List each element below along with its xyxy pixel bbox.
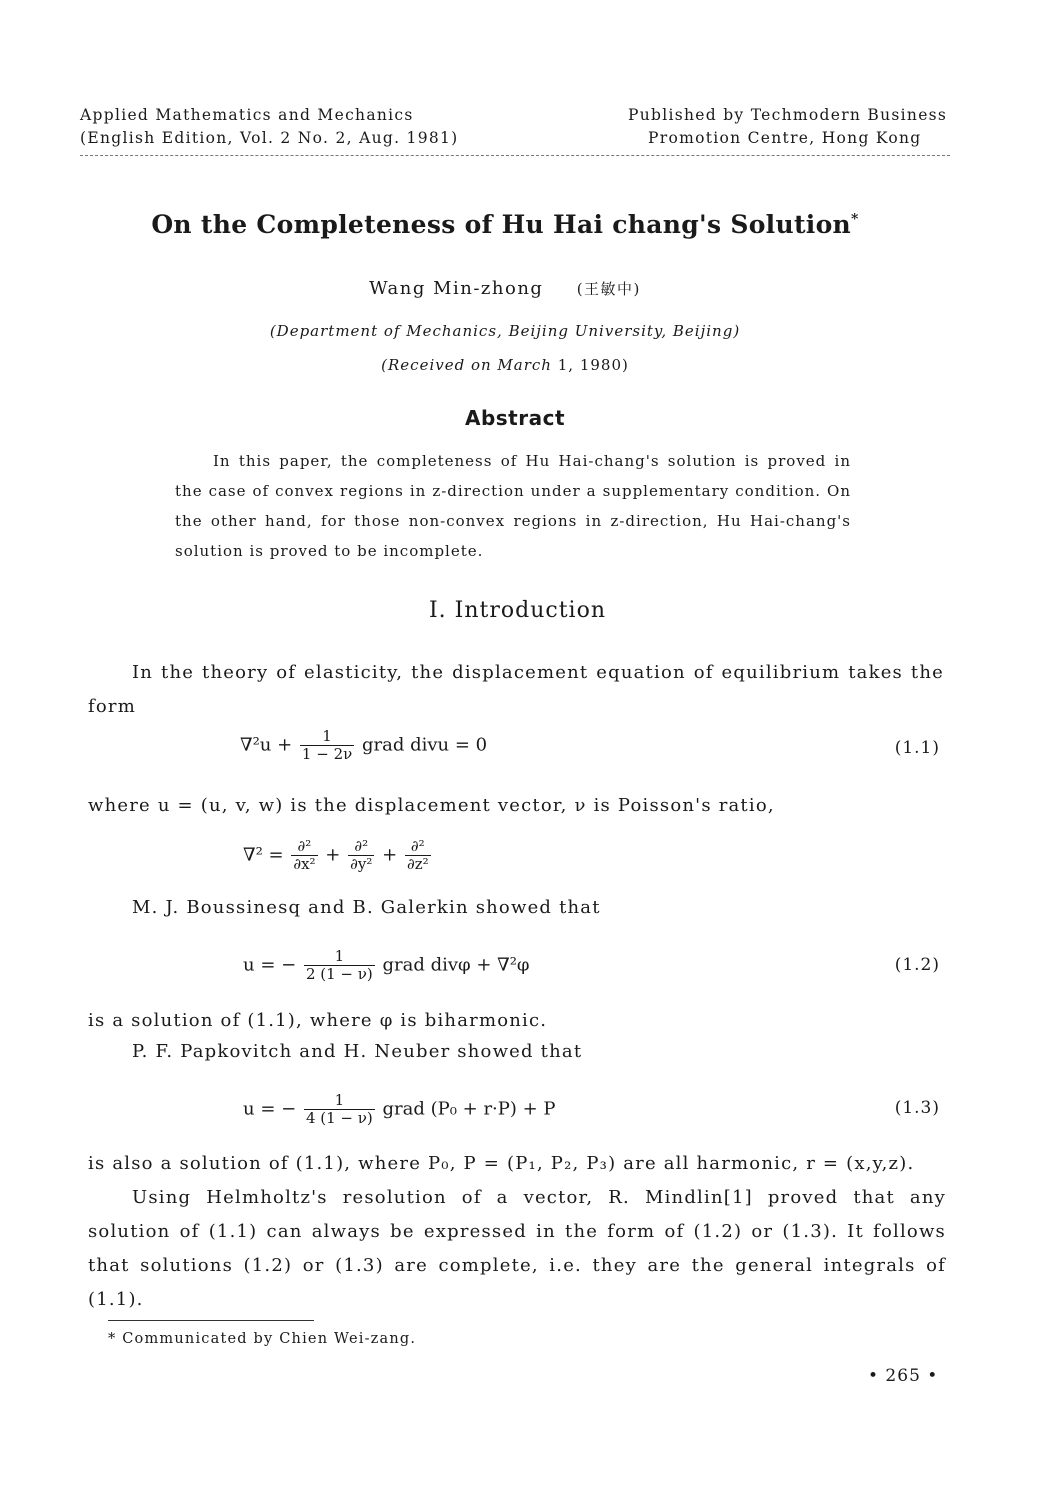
eq1-fraction <box>300 728 354 763</box>
eq1-lhs: ∇²u + <box>240 734 293 756</box>
publisher-info <box>628 104 947 150</box>
received-date-value: 1, 1980) <box>557 356 629 374</box>
paper-title <box>0 210 1010 239</box>
laplacian-term-z-den: ∂z² <box>406 855 429 873</box>
eq3-rhs: grad (P₀ + r·P) + P <box>382 1098 556 1120</box>
abstract-text: In this paper, the completeness of Hu Hai-chang's solution is proved in the case of convex regions in z-direction under a supplementary condition. On the other hand, for those non-convex regions in z-direction, Hu Hai-chang's solution is proved to be incomplete. <box>175 452 851 560</box>
laplacian-term-z-num: ∂² <box>410 837 425 855</box>
paragraph-intro: In the theory of elasticity, the displacement equation of equilibrium takes the form <box>88 662 944 717</box>
laplacian-term-y <box>348 838 374 873</box>
equation-1-3 <box>243 1092 556 1127</box>
affiliation: (Department of Mechanics, Beijing University, Beijing) <box>269 322 741 340</box>
footnote-rule <box>108 1320 314 1321</box>
journal-name: Applied Mathematics and Mechanics <box>80 106 414 124</box>
journal-info <box>80 104 459 150</box>
publisher-line-1: Published by Techmodern Business <box>628 106 948 124</box>
abstract-heading: Abstract <box>464 406 566 430</box>
laplacian-term-x <box>291 838 317 873</box>
where-line: where u = (u, v, w) is the displacement vector, ν is Poisson's ratio, <box>88 795 775 816</box>
eq3-numerator: 1 <box>334 1091 345 1109</box>
eq1-rhs: grad divu = 0 <box>361 734 488 756</box>
page-number: • 265 • <box>868 1366 939 1386</box>
eq2-fraction <box>304 948 375 983</box>
header-rule <box>80 155 950 156</box>
eq2-lhs: u = − <box>243 954 297 976</box>
eq1-numerator: 1 <box>322 727 332 745</box>
paragraph-harmonic: is also a solution of (1.1), where P₀, P = (P₁, P₂, P₃) are all harmonic, r = (x,y,z). <box>88 1153 915 1174</box>
eq2-rhs: grad divφ + ∇²φ <box>382 954 530 976</box>
journal-edition: (English Edition, Vol. 2 No. 2, Aug. 1981) <box>80 129 459 147</box>
equation-number-1-1: (1.1) <box>894 738 940 758</box>
title-text: On the Completeness of Hu Hai chang's Solution <box>151 210 852 239</box>
eq3-denominator: 4 (1 − ν) <box>305 1109 373 1127</box>
plus-sign: + <box>382 844 398 866</box>
section-heading: I. Introduction <box>428 598 606 623</box>
eq1-denominator: 1 − 2ν <box>301 745 353 763</box>
eq2-denominator: 2 (1 − ν) <box>305 965 373 983</box>
paragraph-papkovitch: P. F. Papkovitch and H. Neuber showed that <box>132 1041 583 1062</box>
author-name: Wang Min-zhong <box>369 278 544 299</box>
laplacian-definition <box>243 838 433 873</box>
paragraph-boussinesq: M. J. Boussinesq and B. Galerkin showed that <box>132 897 601 918</box>
equation-number-1-3: (1.3) <box>894 1098 940 1118</box>
plus-sign: + <box>325 844 341 866</box>
paragraph-biharmonic: is a solution of (1.1), where φ is biharmonic. <box>88 1010 548 1031</box>
equation-number-1-2: (1.2) <box>894 955 940 975</box>
eq3-fraction <box>304 1092 375 1127</box>
laplacian-term-x-num: ∂² <box>297 837 312 855</box>
laplacian-term-x-den: ∂x² <box>293 855 316 873</box>
laplacian-term-z <box>405 838 431 873</box>
laplacian-term-y-num: ∂² <box>354 837 369 855</box>
received-label: (Received on March <box>381 356 552 374</box>
eq2-numerator: 1 <box>334 947 345 965</box>
eq3-lhs: u = − <box>243 1098 297 1120</box>
laplacian-term-y-den: ∂y² <box>350 855 373 873</box>
author-chinese-name: (王敏中) <box>576 280 641 298</box>
received-date <box>0 356 1010 374</box>
publisher-line-2: Promotion Centre, Hong Kong <box>648 129 922 147</box>
paragraph-mindlin: Using Helmholtz's resolution of a vector, R. Mindlin[1] proved that any solution of (1.1) can always be expressed in the form of (1.2) or (1.3). It follows that solutions (1.2) or (1.3) are complete, i.e. they are the general integrals of (1.1). <box>88 1187 946 1310</box>
equation-1-1 <box>240 728 487 763</box>
author-line <box>0 278 1010 299</box>
footnote: * Communicated by Chien Wei-zang. <box>108 1331 417 1347</box>
laplacian-lhs: ∇² = <box>243 844 284 866</box>
equation-1-2 <box>243 948 530 983</box>
title-footnote-mark: * <box>851 211 859 228</box>
